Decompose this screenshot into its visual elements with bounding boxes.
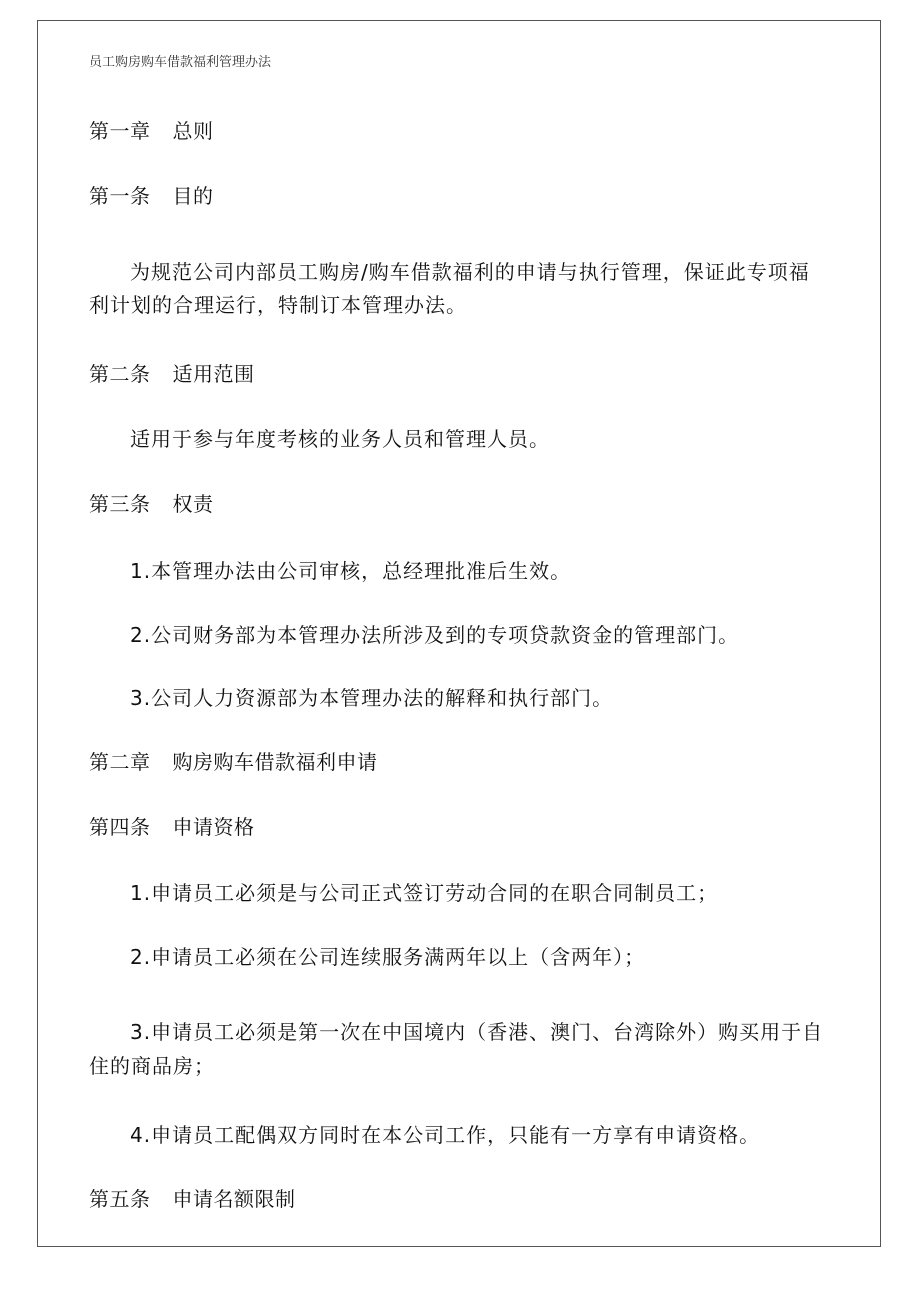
chapter-2-heading: [89, 752, 378, 772]
article-1-label: 第一条: [89, 184, 151, 208]
article-3-label: 第三条: [89, 492, 151, 516]
article-4-item-3-line-2: 住的商品房；: [89, 1054, 215, 1078]
article-3-title: 权责: [172, 492, 214, 516]
article-2-title: 适用范围: [172, 362, 255, 386]
article-4-heading: [89, 817, 255, 837]
article-3-item-2: 2.公司财务部为本管理办法所涉及到的专项贷款资金的管理部门。: [130, 623, 740, 647]
article-3-heading: [89, 494, 214, 514]
article-3-item-1: 1.本管理办法由公司审核，总经理批准后生效。: [130, 559, 572, 583]
article-1-heading: [89, 186, 214, 206]
article-4-item-4: 4.申请员工配偶双方同时在本公司工作，只能有一方享有申请资格。: [130, 1123, 761, 1147]
chapter-1-title: 总则: [172, 119, 214, 143]
article-5-label: 第五条: [89, 1187, 151, 1211]
article-4-item-2: 2.申请员工必须在公司连续服务满两年以上（含两年）；: [130, 945, 646, 969]
article-1-title: 目的: [172, 184, 214, 208]
article-4-label: 第四条: [89, 815, 151, 839]
article-1-text-line-1: 为规范公司内部员工购房/购车借款福利的申请与执行管理，保证此专项福: [130, 260, 810, 284]
chapter-1-heading: [89, 121, 214, 141]
article-1-text-line-2: 利计划的合理运行，特制订本管理办法。: [89, 293, 467, 317]
chapter-2-title: 购房购车借款福利申请: [172, 750, 378, 774]
article-4-item-1: 1.申请员工必须是与公司正式签订劳动合同的在职合同制员工；: [130, 881, 719, 905]
article-5-title: 申请名额限制: [172, 1187, 296, 1211]
chapter-1-label: 第一章: [89, 119, 151, 143]
article-4-item-3-line-1: 3.申请员工必须是第一次在中国境内（香港、澳门、台湾除外）购买用于自: [130, 1020, 824, 1044]
article-3-item-3: 3.公司人力资源部为本管理办法的解释和执行部门。: [130, 686, 614, 710]
chapter-2-label: 第二章: [89, 750, 151, 774]
article-4-title: 申请资格: [172, 815, 255, 839]
running-header: 员工购房购车借款福利管理办法: [89, 55, 272, 70]
article-2-heading: [89, 364, 255, 384]
article-2-text: 适用于参与年度考核的业务人员和管理人员。: [130, 427, 550, 451]
article-2-label: 第二条: [89, 362, 151, 386]
article-5-heading: [89, 1189, 296, 1209]
